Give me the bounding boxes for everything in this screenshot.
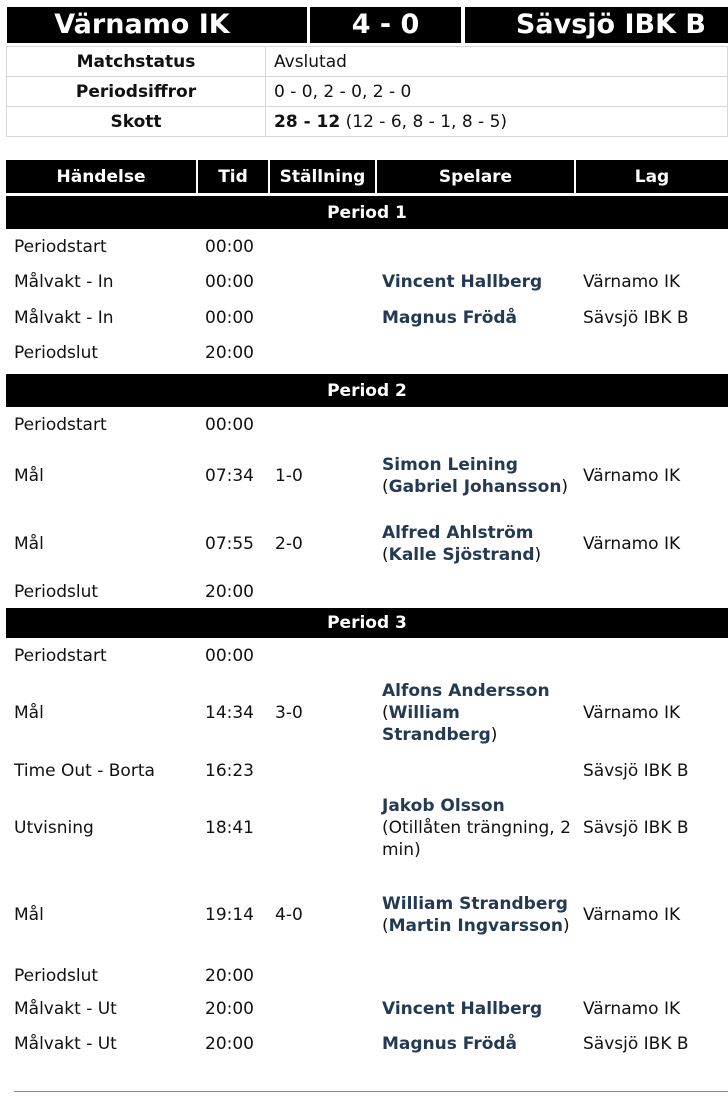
- assist-player-link[interactable]: Kalle Sjöstrand: [388, 545, 535, 565]
- event-row: [6, 442, 728, 510]
- event-type: Periodstart: [14, 414, 107, 435]
- shots-total: 28 - 12: [274, 111, 341, 132]
- event-type: Periodslut: [14, 343, 99, 363]
- shots-row: [7, 107, 728, 137]
- event-type: Periodstart: [14, 645, 107, 666]
- event-row: [6, 753, 728, 788]
- event-score: [268, 788, 375, 868]
- event-team: Värnamo IK: [583, 703, 681, 723]
- match-status-row: [7, 47, 728, 77]
- event-player: Simon Leining (Gabriel Johansson): [382, 455, 569, 497]
- event-score: [268, 991, 375, 1026]
- event-time: 20:00: [205, 998, 254, 1019]
- event-type: Mål: [14, 703, 44, 723]
- event-team: [574, 407, 728, 442]
- period-title: Period 2: [6, 371, 728, 407]
- event-time: 20:00: [205, 966, 254, 986]
- divider: [14, 1091, 728, 1092]
- event-row: [6, 961, 728, 991]
- event-type: Målvakt - Ut: [14, 1034, 117, 1054]
- event-time: 19:14: [205, 904, 254, 925]
- event-team: [574, 961, 728, 991]
- match-info-table: [6, 46, 728, 137]
- event-team: Sävsjö IBK B: [583, 760, 689, 781]
- event-score: 2-0: [275, 534, 303, 554]
- event-team: Värnamo IK: [583, 534, 681, 554]
- event-player: [375, 1026, 574, 1062]
- event-player: William Strandberg (Martin Ingvarsson): [382, 893, 570, 936]
- player-link[interactable]: William Strandberg: [382, 893, 568, 914]
- event-row: [6, 335, 728, 371]
- event-time: 00:00: [205, 272, 254, 292]
- event-team: Sävsjö IBK B: [583, 1034, 689, 1054]
- period-scores-label: Periodsiffror: [7, 77, 266, 107]
- event-row: [6, 673, 728, 753]
- shots-label: Skott: [7, 107, 266, 137]
- event-type: Periodslut: [14, 966, 99, 986]
- period-header-row: [6, 193, 728, 229]
- event-player: [375, 753, 574, 788]
- event-team: Sävsjö IBK B: [583, 818, 689, 838]
- event-team: [574, 335, 728, 371]
- event-team: Värnamo IK: [583, 904, 681, 925]
- event-type: Målvakt - In: [14, 272, 114, 292]
- event-player: [375, 638, 574, 673]
- header-score: Ställning: [268, 160, 375, 193]
- event-type: Målvakt - In: [14, 307, 114, 328]
- shots-detail: (12 - 6, 8 - 1, 8 - 5): [340, 111, 508, 132]
- event-row: [6, 868, 728, 961]
- player-link[interactable]: Magnus Frödå: [382, 307, 518, 328]
- event-time: 07:55: [205, 534, 254, 554]
- event-score: [268, 300, 375, 335]
- event-type: Mål: [14, 534, 44, 554]
- final-score: 4 - 0: [310, 7, 461, 43]
- event-player: [375, 229, 574, 264]
- event-type: Periodslut: [14, 581, 99, 602]
- event-time: 20:00: [205, 343, 254, 363]
- scoreboard: [7, 7, 728, 43]
- player-link[interactable]: Magnus Frödå: [382, 1034, 518, 1054]
- period-header-row: [6, 371, 728, 407]
- period-scores-row: [7, 77, 728, 107]
- event-score: [268, 1026, 375, 1062]
- event-time: 14:34: [205, 703, 254, 723]
- event-type: Målvakt - Ut: [14, 998, 117, 1019]
- event-time: 00:00: [205, 645, 254, 666]
- event-row: [6, 510, 728, 578]
- event-type: Time Out - Borta: [14, 760, 155, 781]
- event-team: [574, 638, 728, 673]
- event-player: [375, 300, 574, 335]
- event-team: Värnamo IK: [583, 272, 681, 292]
- event-score: [268, 753, 375, 788]
- period-header-row: [6, 605, 728, 638]
- event-time: 18:41: [205, 818, 254, 838]
- player-link[interactable]: Alfred Ahlström: [382, 523, 534, 543]
- period-scores-value: 0 - 0, 2 - 0, 2 - 0: [266, 77, 728, 107]
- player-link[interactable]: Simon Leining: [382, 455, 518, 475]
- event-score: 4-0: [275, 904, 303, 925]
- event-team: Värnamo IK: [583, 998, 681, 1019]
- event-row: [6, 407, 728, 442]
- event-team: Värnamo IK: [583, 466, 681, 486]
- event-time: 00:00: [205, 236, 254, 257]
- event-player: [375, 264, 574, 300]
- match-status-value: Avslutad: [266, 47, 728, 77]
- event-time: 07:34: [205, 466, 254, 486]
- event-team: [574, 578, 728, 605]
- period-title: Period 3: [6, 605, 728, 638]
- event-score: 1-0: [275, 466, 303, 486]
- away-team-name: Sävsjö IBK B: [465, 7, 728, 43]
- match-status-label: Matchstatus: [7, 47, 266, 77]
- event-team: Sävsjö IBK B: [583, 307, 689, 328]
- event-score: [268, 578, 375, 605]
- event-row: [6, 264, 728, 300]
- event-time: 20:00: [205, 1034, 254, 1054]
- event-player: Jakob Olsson (Otillåten trängning, 2 min): [382, 796, 571, 860]
- header-event: Händelse: [6, 160, 196, 193]
- period-title: Period 1: [6, 193, 728, 229]
- assist-player-link[interactable]: Martin Ingvarsson: [388, 915, 563, 936]
- player-link[interactable]: Jakob Olsson: [382, 796, 505, 816]
- event-score: 3-0: [275, 703, 303, 723]
- event-time: 20:00: [205, 581, 254, 602]
- event-score: [268, 407, 375, 442]
- event-row: [6, 300, 728, 335]
- event-score: [268, 638, 375, 673]
- event-score: [268, 961, 375, 991]
- events-header-row: [6, 160, 728, 193]
- header-player: Spelare: [375, 160, 574, 193]
- assist-player-link[interactable]: Gabriel Johansson: [388, 477, 562, 497]
- event-score: [268, 264, 375, 300]
- player-link[interactable]: Alfons Andersson: [382, 681, 550, 701]
- shots-value: [266, 107, 728, 137]
- event-score: [268, 335, 375, 371]
- event-score: [268, 229, 375, 264]
- events-body: [6, 193, 728, 1062]
- header-time: Tid: [196, 160, 268, 193]
- event-type: Utvisning: [14, 818, 94, 838]
- header-team: Lag: [574, 160, 728, 193]
- event-time: 00:00: [205, 414, 254, 435]
- event-row: [6, 229, 728, 264]
- penalty-detail: Otillåten trängning, 2 min: [382, 818, 571, 860]
- player-link[interactable]: Vincent Hallberg: [382, 998, 543, 1019]
- event-player: [375, 578, 574, 605]
- event-player: Alfons Andersson (William Strandberg): [382, 681, 550, 745]
- event-row: [6, 1026, 728, 1062]
- event-row: [6, 991, 728, 1026]
- events-table: [6, 160, 728, 1062]
- event-type: Mål: [14, 904, 44, 925]
- event-team: [574, 229, 728, 264]
- event-row: [6, 578, 728, 605]
- event-player: Alfred Ahlström (Kalle Sjöstrand): [382, 523, 542, 565]
- assist-player-link[interactable]: William Strandberg: [382, 703, 491, 745]
- event-type: Mål: [14, 466, 44, 486]
- event-player: [375, 407, 574, 442]
- event-row: [6, 638, 728, 673]
- event-type: Periodstart: [14, 236, 107, 257]
- event-player: [375, 335, 574, 371]
- event-time: 16:23: [205, 760, 254, 781]
- event-player: [375, 961, 574, 991]
- event-time: 00:00: [205, 307, 254, 328]
- event-player: [375, 991, 574, 1026]
- event-row: [6, 788, 728, 868]
- player-link[interactable]: Vincent Hallberg: [382, 272, 543, 292]
- home-team-name: Värnamo IK: [7, 7, 307, 43]
